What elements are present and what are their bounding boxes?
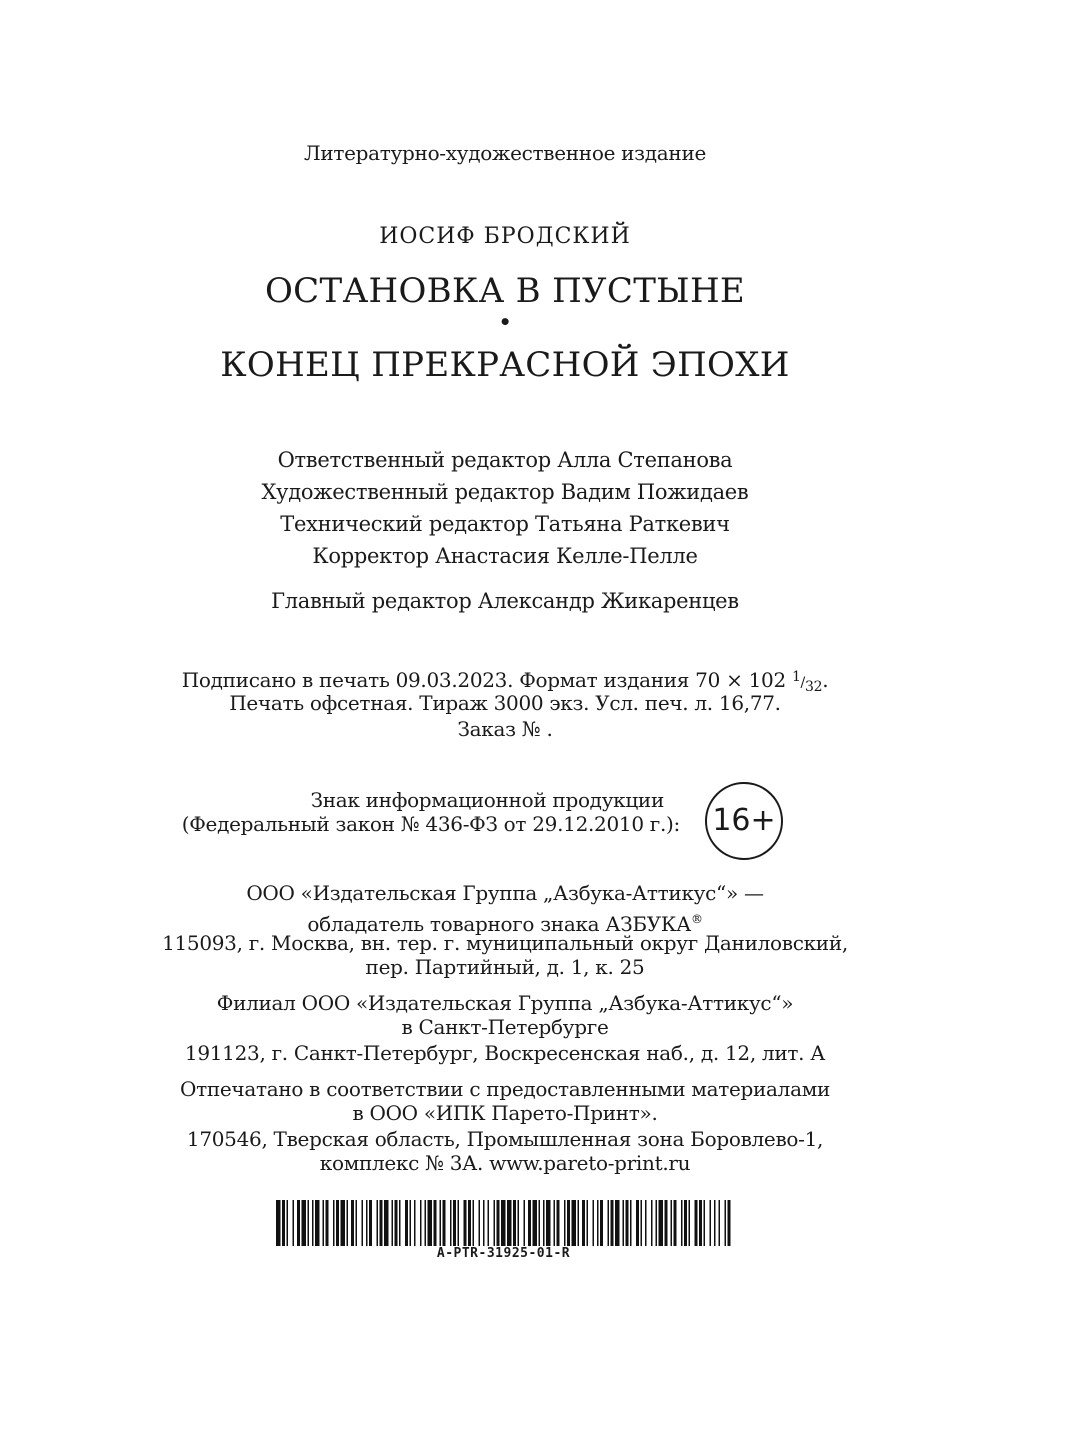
age-sign-label: Знак информационной продукции xyxy=(310,788,664,812)
barcode xyxy=(276,1200,732,1246)
barcode-bar xyxy=(326,1200,329,1246)
print-info-text: Подписано в печать 09.03.2023. Формат издания 70 × 102 xyxy=(181,668,792,692)
barcode-bar xyxy=(428,1200,433,1246)
barcode-bar xyxy=(671,1200,673,1246)
barcode-bar xyxy=(636,1200,639,1246)
barcode-bar xyxy=(630,1200,632,1246)
branch-line-1: Филиал ООО «Издательская Группа „Азбука-Аттикус“» xyxy=(216,991,794,1015)
staff-line-proofreader: Корректор Анастасия Келле-Пелле xyxy=(312,544,698,568)
barcode-bar xyxy=(600,1200,603,1246)
barcode-bar xyxy=(282,1200,285,1246)
barcode-bar xyxy=(528,1200,531,1246)
barcode-bar xyxy=(366,1200,368,1246)
barcode-bar xyxy=(468,1200,471,1246)
book-title-1: ОСТАНОВКА В ПУСТЫНЕ xyxy=(264,271,746,311)
barcode-bar xyxy=(405,1200,408,1246)
branch-line-2: в Санкт-Петербурге xyxy=(401,1015,609,1039)
barcode-bar xyxy=(414,1200,416,1246)
chief-editor-line: Главный редактор Александр Жикаренцев xyxy=(271,589,739,613)
barcode-bar xyxy=(710,1200,712,1246)
barcode-bar xyxy=(554,1200,556,1246)
barcode-bar xyxy=(564,1200,566,1246)
barcode-bar xyxy=(494,1200,496,1246)
series-line: Литературно-художественное издание xyxy=(303,141,707,165)
barcode-bar xyxy=(651,1200,653,1246)
barcode-bar xyxy=(539,1200,541,1246)
barcode-bar xyxy=(689,1200,691,1246)
barcode-bar xyxy=(293,1200,295,1246)
barcode-bar xyxy=(369,1200,372,1246)
barcode-bar xyxy=(659,1200,664,1246)
barcode-bar xyxy=(597,1200,599,1246)
barcode-bar xyxy=(674,1200,677,1246)
printer-address-line-1: 170546, Тверская область, Промышленная зона Боровлево-1, xyxy=(186,1127,824,1151)
branch-address: 191123, г. Санкт-Петербург, Воскресенская наб., д. 12, лит. А xyxy=(184,1041,826,1065)
barcode-bar xyxy=(656,1200,658,1246)
barcode-bar xyxy=(665,1200,668,1246)
barcode-bar xyxy=(315,1200,320,1246)
barcode-bar xyxy=(302,1200,307,1246)
barcode-label: A-PTR-31925-01-R xyxy=(436,1246,571,1261)
fraction-slash: / xyxy=(800,675,805,691)
printer-line-2: в ООО «ИПК Парето-Принт». xyxy=(352,1101,658,1125)
barcode-bar xyxy=(543,1200,545,1246)
barcode-bar xyxy=(443,1200,446,1246)
barcode-bar xyxy=(479,1200,481,1246)
barcode-bar xyxy=(641,1200,643,1246)
staff-line-tech-editor: Технический редактор Татьяна Раткевич xyxy=(280,512,730,536)
barcode-bar xyxy=(384,1200,389,1246)
barcode-bar xyxy=(395,1200,398,1246)
barcode-bar xyxy=(582,1200,585,1246)
registered-mark: ® xyxy=(690,912,703,926)
barcode-bar xyxy=(699,1200,702,1246)
barcode-bar xyxy=(276,1200,281,1246)
print-info-period: . xyxy=(822,668,829,692)
barcode-bar xyxy=(518,1200,520,1246)
barcode-bar xyxy=(501,1200,506,1246)
fraction-denominator: 32 xyxy=(804,679,823,695)
age-sign-law: (Федеральный закон № 436-ФЗ от 29.12.2010 г.): xyxy=(181,812,680,836)
printer-address-line-2: комплекс № 3А. www.pareto-print.ru xyxy=(319,1151,691,1175)
barcode-bar xyxy=(695,1200,698,1246)
barcode-bar xyxy=(513,1200,516,1246)
barcode-bar xyxy=(297,1200,300,1246)
barcode-bar xyxy=(356,1200,358,1246)
barcode-bar xyxy=(434,1200,437,1246)
barcode-bar xyxy=(714,1200,716,1246)
barcode-bar xyxy=(524,1200,526,1246)
barcode-bar xyxy=(587,1200,589,1246)
barcode-bar xyxy=(497,1200,500,1246)
print-info-order-number: Заказ № . xyxy=(457,717,553,741)
barcode-bar xyxy=(557,1200,560,1246)
barcode-bar xyxy=(392,1200,394,1246)
age-rating-badge: 16+ xyxy=(705,782,783,860)
barcode-bar xyxy=(546,1200,551,1246)
barcode-bar xyxy=(626,1200,629,1246)
barcode-bar xyxy=(488,1200,490,1246)
age-rating-block xyxy=(0,782,1080,862)
barcode-bar xyxy=(608,1200,610,1246)
barcode-bar xyxy=(645,1200,647,1246)
barcode-bar xyxy=(399,1200,401,1246)
barcode-bar xyxy=(425,1200,427,1246)
barcode-bar xyxy=(464,1200,467,1246)
publisher-address-line-1: 115093, г. Москва, вн. тер. г. муниципальный округ Даниловский, xyxy=(162,931,848,955)
format-fraction xyxy=(791,669,823,695)
printer-line-1: Отпечатано в соответствии с предоставленными материалами xyxy=(179,1077,830,1101)
barcode-bar xyxy=(458,1200,460,1246)
barcode-bar xyxy=(450,1200,452,1246)
barcode-bar xyxy=(287,1200,289,1246)
barcode-bar xyxy=(440,1200,442,1246)
trademark-text: обладатель товарного знака АЗБУКА xyxy=(307,912,691,936)
barcode-bar xyxy=(704,1200,706,1246)
fraction-numerator: 1 xyxy=(791,669,801,685)
barcode-bar xyxy=(623,1200,625,1246)
barcode-bar xyxy=(719,1200,721,1246)
print-info-line-2: Печать офсетная. Тираж 3000 экз. Усл. печ. л. 16,77. xyxy=(229,691,781,715)
barcode-bar xyxy=(308,1200,310,1246)
barcode-bar xyxy=(507,1200,512,1246)
barcode-bar xyxy=(611,1200,614,1246)
barcode-bar xyxy=(615,1200,620,1246)
barcode-bar xyxy=(323,1200,325,1246)
barcode-bar xyxy=(336,1200,339,1246)
title-separator: • xyxy=(498,310,512,334)
barcode-bar xyxy=(453,1200,456,1246)
barcode-bar xyxy=(578,1200,580,1246)
staff-line-responsible-editor: Ответственный редактор Алла Степанова xyxy=(277,448,733,472)
barcode-bar xyxy=(333,1200,335,1246)
barcode-bar xyxy=(681,1200,683,1246)
barcode-bar xyxy=(312,1200,314,1246)
barcode-bar xyxy=(377,1200,379,1246)
barcode-bar xyxy=(593,1200,595,1246)
barcode-bar xyxy=(420,1200,422,1246)
publisher-address-line-2: пер. Партийный, д. 1, к. 25 xyxy=(365,955,645,979)
author-name: ИОСИФ БРОДСКИЙ xyxy=(379,224,631,249)
barcode-bar xyxy=(533,1200,538,1246)
barcode-bar xyxy=(351,1200,354,1246)
barcode-bar xyxy=(572,1200,577,1246)
book-title-2: КОНЕЦ ПРЕКРАСНОЙ ЭПОХИ xyxy=(220,345,790,385)
barcode-bar xyxy=(684,1200,687,1246)
staff-line-art-editor: Художественный редактор Вадим Пожидаев xyxy=(261,480,749,504)
barcode-bar xyxy=(728,1200,731,1246)
publisher-line-1: ООО «Издательская Группа „Азбука-Аттикус“» — xyxy=(246,881,764,905)
barcode-bar xyxy=(410,1200,412,1246)
barcode-bar xyxy=(473,1200,475,1246)
barcode-bar xyxy=(341,1200,346,1246)
barcode-bar xyxy=(725,1200,727,1246)
barcode-bar xyxy=(362,1200,364,1246)
barcode-bar xyxy=(380,1200,383,1246)
barcode-bar xyxy=(567,1200,570,1246)
barcode-bar xyxy=(347,1200,349,1246)
barcode-bar xyxy=(483,1200,485,1246)
